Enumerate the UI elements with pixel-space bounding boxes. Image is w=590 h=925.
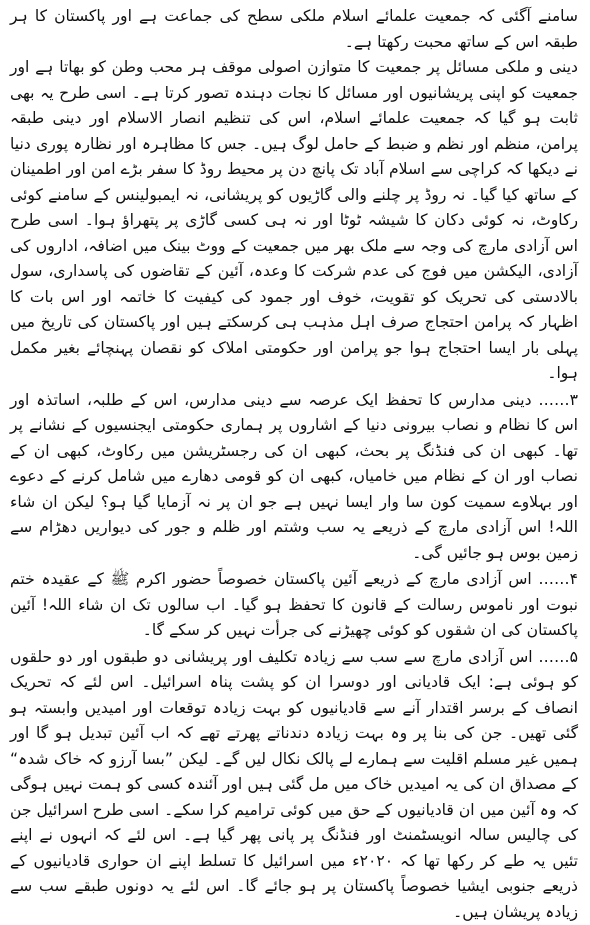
paragraph-jui-national-party: سامنے آگئی کہ جمعیت علمائے اسلام ملکی سطح کی جماعت ہے اور پاکستان کا ہر طبقہ اس کے ساتھ محبت رکھتا ہے۔ دینی و ملکی مسائل پر جمعیت کا متوازن اصولی موقف ہر محب وطن کو بھاتا ہے اور جمعیت کو اپنی پریشانیوں اور مسائل کا نجات دہندہ تصور کرتا ہے۔ اسی طرح یہ بھی ثابت ہو گیا کہ جمعیت علمائے اسلام، اس کی تنظیم انصار الاسلام اور دینی طبقہ پرامن، منظم اور نظم و ضبط کے حامل لوگ ہیں۔ جس کا مظاہرہ اور نظارہ پوری دنیا نے دیکھا کہ کراچی سے اسلام آباد تک پانچ دن پر محیط روڈ کا سفر بڑے امن اور اطمینان کے ساتھ کیا گیا۔ نہ روڈ پر چلنے والی گاڑیوں کو پریشانی، نہ ایمبولینس کے سامنے کوئی رکاوٹ، نہ کوئی دکان کا شیشہ ٹوٹا اور نہ ہی کسی گاڑی پر پتھراؤ ہوا۔ اسی طرح اس آزادی مارچ کی وجہ سے ملک بھر میں جمعیت کے ووٹ بینک میں اضافہ، اداروں کی آزادی، الیکشن میں فوج کی عدم شرکت کا وعدہ، آئین کے تقاضوں کی پاسداری، سول بالادستی کی تحریک کو تقویت، خوف اور جمود کی کیفیت کا خاتمہ اور اس بات کا اظہار کہ پرامن احتجاج صرف اہل مذہب ہی کرسکتے ہیں اور پاکستان کی تاریخ میں پہلی بار ایسا احتجاج ہوا جو پرامن اور حکومتی املاک کو نقصان پہنچائے بغیر مکمل ہوا۔ [10,4,578,387]
paragraph-khatm-e-nabuwwat: ۴…… اس آزادی مارچ کے ذریعے آئین پاکستان خصوصاً حضور اکرم ﷺ کے عقیدہ ختم نبوت اور ناموس رسالت کے قانون کا تحفظ ہو گیا۔ اب سالوں تک ان شاء اللہ! آئین پاکستان کی ان شقوں کو کوئی چھیڑنے کی جرأت نہیں کر سکے گا۔ [10,567,578,644]
paragraph-madaris-protection: ۳…… دینی مدارس کا تحفظ ایک عرصہ سے دینی مدارس، اس کے طلبہ، اساتذہ اور اس کا نظام و نصاب بیرونی دنیا کے اشاروں پر ہماری حکومتی ایجنسیوں کے نشانے پر تھا۔ کبھی ان کی فنڈنگ پر بحث، کبھی ان کی رجسٹریشن میں رکاوٹ، کبھی ان کے نصاب اور ان کے نظام میں خامیاں، کبھی ان کو قومی دھارے میں شامل کرنے کے دعوے اور بہلاوے سمیت کون سا وار ایسا نہیں ہے جو ان پر نہ آزمایا گیا ہو؟ لیکن ان شاء اللہ! اس آزادی مارچ کے ذریعے یہ سب وشتم اور ظلم و جور کی دیواریں دھڑام سے زمین بوس ہو جائیں گی۔ [10,388,578,567]
paragraph-qadiani-israel: ۵…… اس آزادی مارچ سے سب سے زیادہ تکلیف اور پریشانی دو طبقوں اور دو حلقوں کو ہوئی ہے: ایک قادیانی اور دوسرا ان کو پشت پناہ اسرائیل۔ اس لئے کہ تحریک انصاف کے برسر اقتدار آنے سے قادیانیوں کو بہت زیادہ توقعات اور امیدیں وابستہ ہو گئی تھیں۔ جن کی بنا پر وہ بہت زیادہ دندناتے پھرتے تھے کہ اب آئین تبدیل ہو گا اور ہمیں غیر مسلم اقلیت سے ہمارے لے پالک نکال لیں گے۔ لیکن ”بسا آرزو کہ خاک شدہ“ کے مصداق ان کی یہ امیدیں خاک میں مل گئی ہیں اور آئندہ کسی کو ہمت نہیں ہوگی کہ وہ آئین میں ان قادیانیوں کے حق میں کوئی ترامیم کرا سکے۔ اسی طرح اسرائیل جن کی چالیس سالہ انویسٹمنٹ اور فنڈنگ پر پانی پھر گیا ہے۔ اس لئے کہ انہوں نے اپنے تئیں یہ طے کر رکھا تھا کہ ۲۰۲۰ء میں اسرائیل کا تسلط اپنے ان حواری قادیانیوں کے ذریعے جنوبی ایشیا خصوصاً پاکستان پر ہو جائے گا۔ اس لئے یہ دونوں طبقے سب سے زیادہ پریشان ہیں۔ [10,645,578,925]
